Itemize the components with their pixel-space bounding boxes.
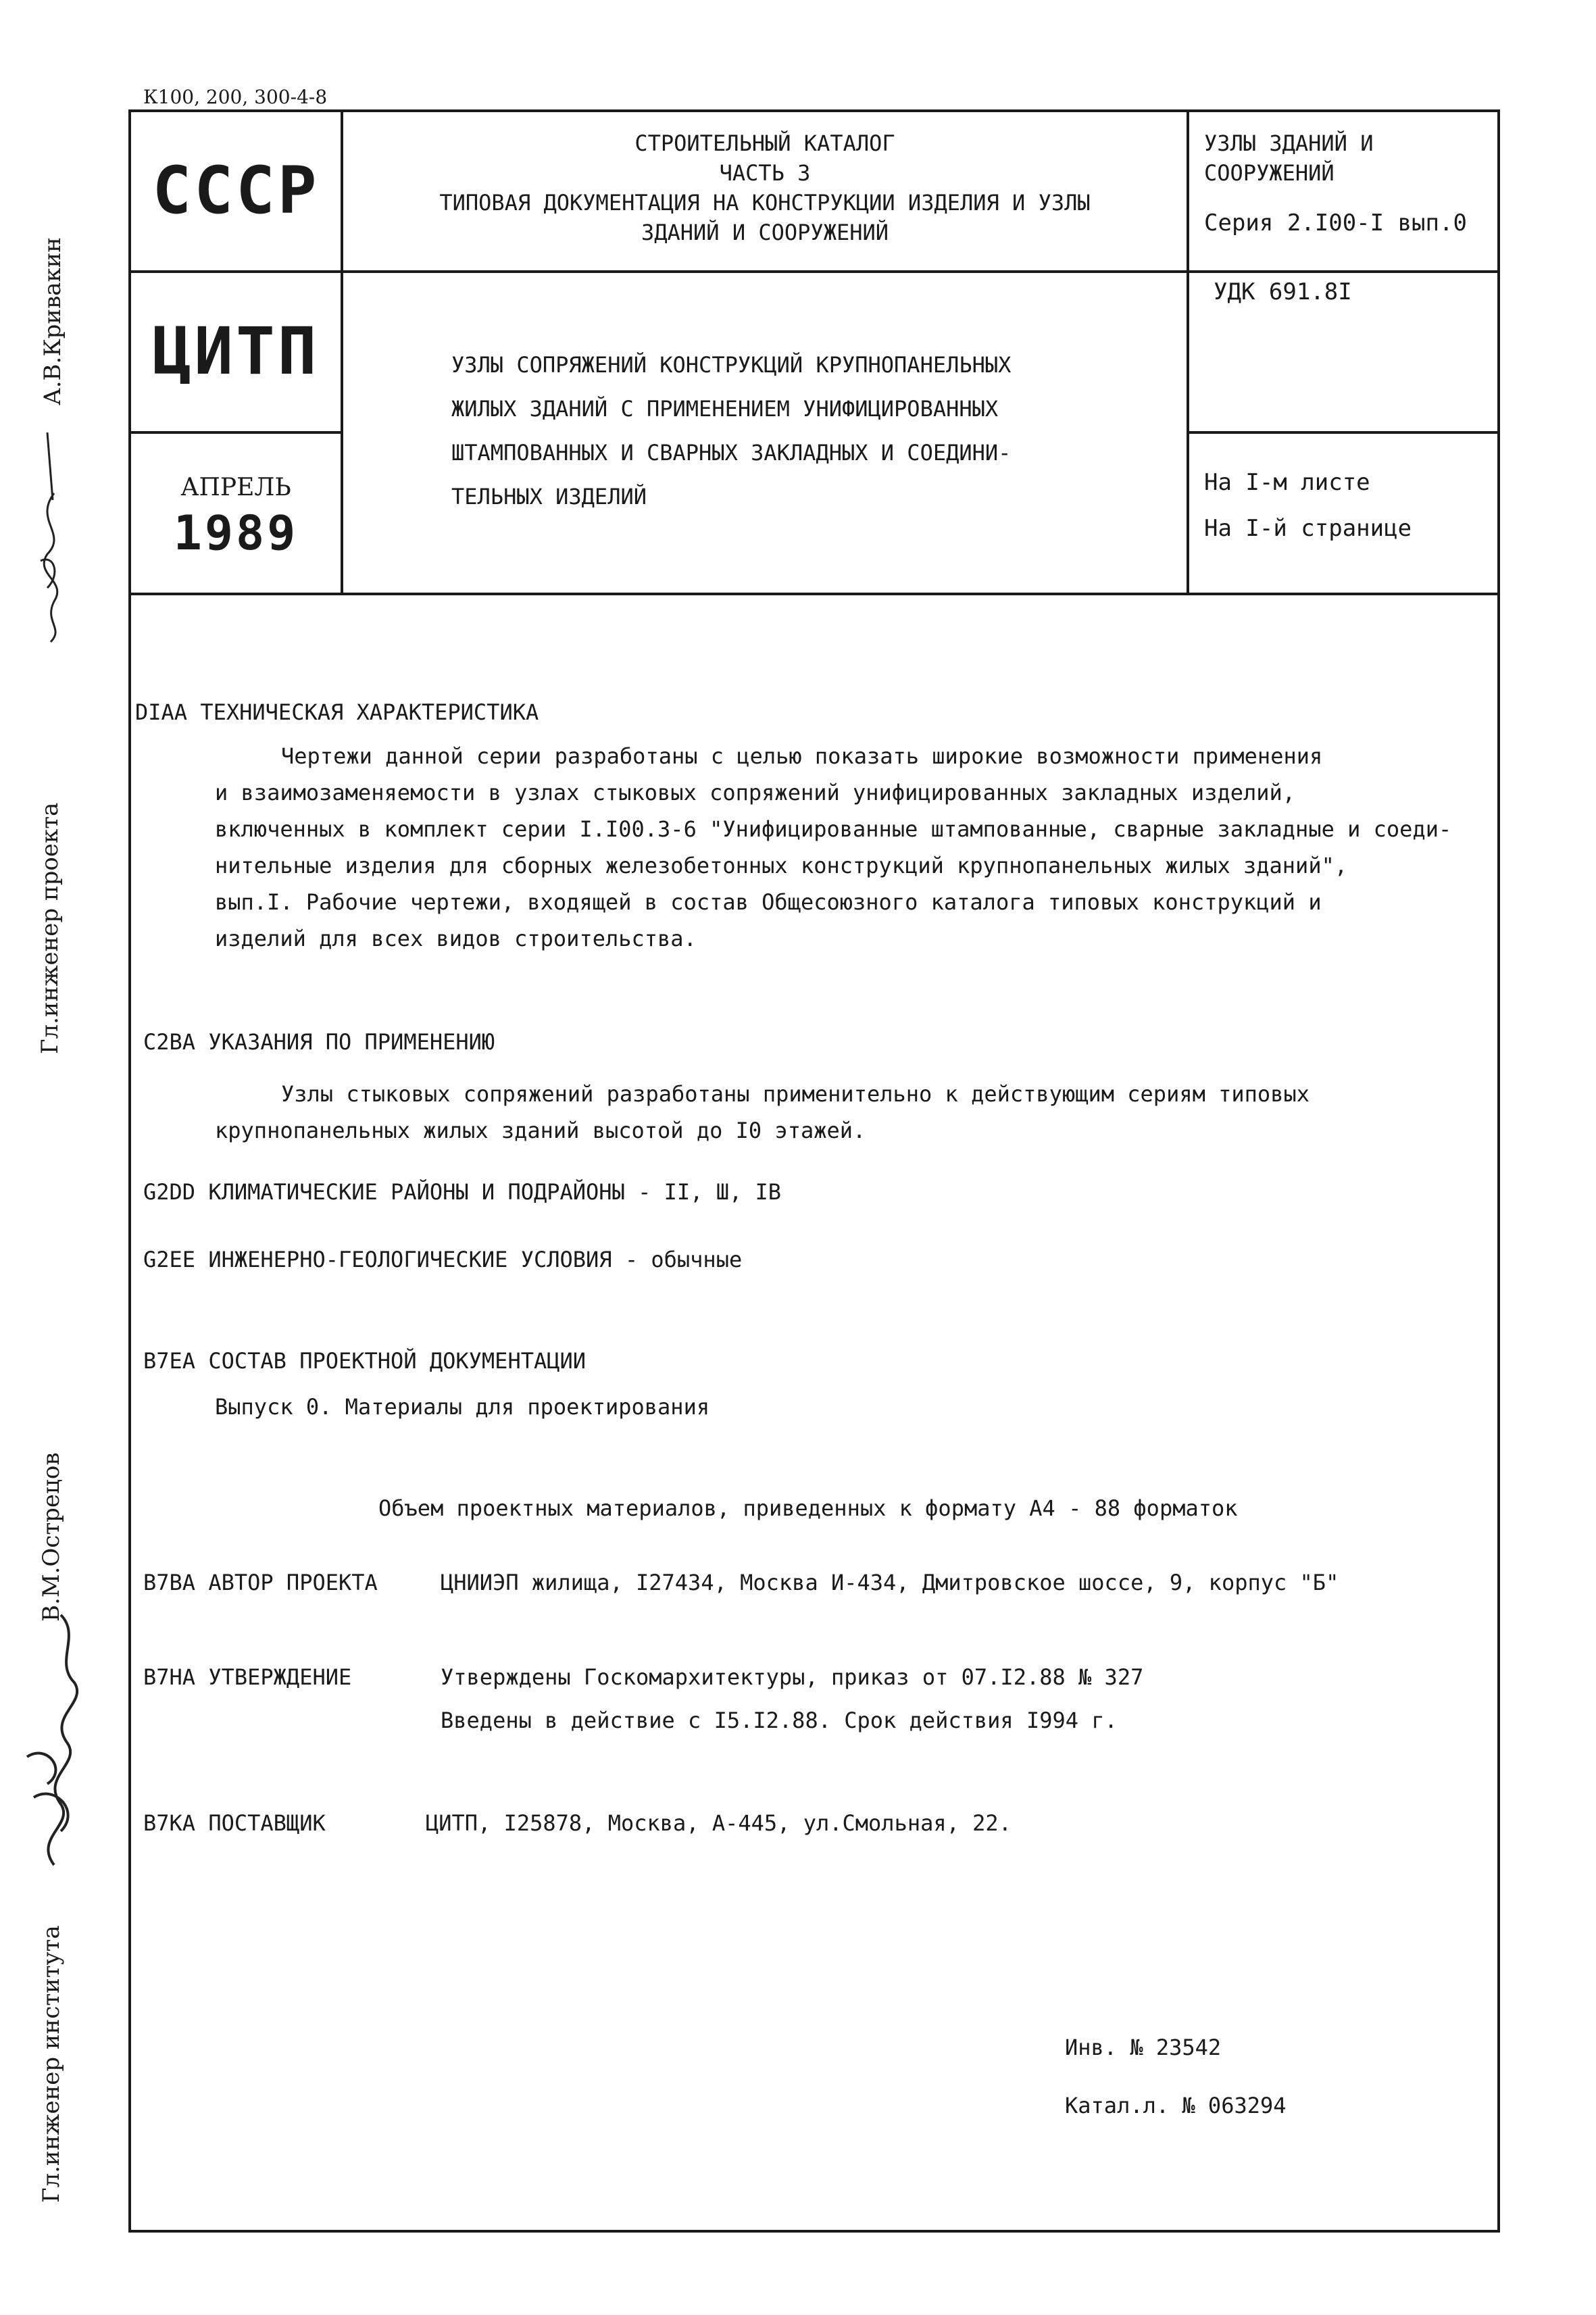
paragraph-line: нительные изделия для сборных железобетонных конструкций крупнопанельных жилых зданий", (215, 853, 1348, 878)
paragraph-line: изделий для всех видов строительства. (215, 926, 697, 951)
author-label: B7BA АВТОР ПРОЕКТА (143, 1570, 378, 1595)
tech-paragraph (215, 738, 1451, 957)
sheet-label: На I-м листе (1204, 469, 1370, 496)
paragraph-line: и взаимозаменяемости в узлах стыковых сопряжений унифицированных закладных изделий, (215, 780, 1296, 805)
paragraph-line: вып.I. Рабочие чертежи, входящей в состав Общесоюзного каталога типовых конструкций и (215, 889, 1322, 915)
document-code: К100, 200, 300-4-8 (143, 86, 328, 108)
frame-left (128, 109, 131, 2233)
series-label: Серия 2.I00-I вып.0 (1204, 209, 1467, 237)
page-label: На I-й странице (1204, 515, 1412, 542)
catalog-heading (343, 128, 1187, 247)
section-line: УЗЛЫ ЗДАНИЙ И (1204, 130, 1374, 156)
chief-institute-signature (20, 1608, 95, 1878)
country-label: СССР (152, 153, 320, 228)
paragraph-line: Узлы стыковых сопряжений разработаны применительно к действующим сериям типовых (281, 1081, 1310, 1107)
header-bottom-line (128, 593, 1500, 595)
title-line: ЖИЛЫХ ЗДАНИЙ С ПРИМЕНЕНИЕМ УНИФИЦИРОВАННЫХ (451, 396, 999, 422)
supplier-value: ЦИТП, I25878, Москва, А-445, ул.Смольная, 22. (426, 1810, 1012, 1836)
title-line: ШТАМПОВАННЫХ И СВАРНЫХ ЗАКЛАДНЫХ И СОЕДИНИ- (451, 440, 1012, 466)
approval-line-2: Введены в действие с I5.I2.88. Срок действия I994 г. (441, 1708, 1118, 1733)
section-line: СООРУЖЕНИЙ (1204, 160, 1335, 186)
frame-bottom (128, 2230, 1500, 2233)
docs-line: Выпуск 0. Материалы для проектирования (215, 1394, 710, 1420)
frame-right (1497, 109, 1500, 2233)
header-left-row2-line (128, 431, 343, 434)
chief-project-name: А.В.Кривакин (39, 237, 66, 405)
catalog-sheet-number: Катал.л. № 063294 (1065, 2093, 1287, 2118)
section-heading (1204, 128, 1373, 188)
climate-line: G2DD КЛИМАТИЧЕСКИЕ РАЙОНЫ И ПОДРАЙОНЫ - II, Ш, IВ (143, 1179, 782, 1205)
frame-top (128, 109, 1500, 112)
document-title (451, 343, 1011, 519)
approval-label: B7HA УТВЕРЖДЕНИЕ (143, 1664, 352, 1690)
catalog-line: ЧАСТЬ 3 (719, 160, 811, 186)
header-row1-line (128, 270, 1500, 273)
udk-label: УДК 691.8I (1214, 278, 1352, 305)
usage-heading: C2BA УКАЗАНИЯ ПО ПРИМЕНЕНИЮ (143, 1029, 495, 1055)
chief-project-signature (27, 419, 81, 649)
catalog-line: ТИПОВАЯ ДОКУМЕНТАЦИЯ НА КОНСТРУКЦИИ ИЗДЕЛИЯ И УЗЛЫ (439, 190, 1091, 216)
chief-institute-name: В.М.Острецов (38, 1452, 65, 1622)
paragraph-line: крупнопанельных жилых зданий высотой до I0 этажей. (215, 1118, 866, 1143)
chief-project-role: Гл.инженер проекта (36, 802, 64, 1054)
chief-institute-role: Гл.инженер института (38, 1925, 65, 2203)
year-label: 1989 (173, 505, 299, 561)
organization-label: ЦИТП (152, 314, 320, 389)
geology-line: G2EE ИНЖЕНЕРНО-ГЕОЛОГИЧЕСКИЕ УСЛОВИЯ - обычные (143, 1247, 743, 1272)
header-right-row2-line (1187, 431, 1500, 434)
volume-line: Объем проектных материалов, приведенных к формату А4 - 88 форматок (378, 1495, 1238, 1521)
approval-line-1: Утверждены Госкомархитектуры, приказ от 07.I2.88 № 327 (441, 1664, 1144, 1690)
tech-heading: DIAA ТЕХНИЧЕСКАЯ ХАРАКТЕРИСТИКА (135, 699, 539, 725)
paragraph-line: включенных в комплект серии I.I00.3-6 "Унифицированные штампованные, сварные закладные и соеди- (215, 816, 1452, 842)
docs-heading: B7EA СОСТАВ ПРОЕКТНОЙ ДОКУМЕНТАЦИИ (143, 1348, 587, 1374)
inventory-number: Инв. № 23542 (1065, 2035, 1222, 2060)
catalog-line: ЗДАНИЙ И СООРУЖЕНИЙ (641, 220, 889, 245)
catalog-line: СТРОИТЕЛЬНЫЙ КАТАЛОГ (634, 130, 895, 156)
paragraph-line: Чертежи данной серии разработаны с целью показать широкие возможности применения (281, 743, 1323, 769)
month-label: АПРЕЛЬ (180, 474, 291, 501)
header-col2-line (1187, 109, 1189, 595)
author-value: ЦНИИЭП жилища, I27434, Москва И-434, Дмитровское шоссе, 9, корпус "Б" (441, 1570, 1339, 1595)
usage-paragraph (215, 1076, 1310, 1149)
title-line: УЗЛЫ СОПРЯЖЕНИЙ КОНСТРУКЦИЙ КРУПНОПАНЕЛЬНЫХ (451, 352, 1012, 378)
title-line: ТЕЛЬНЫХ ИЗДЕЛИЙ (451, 484, 647, 509)
supplier-label: B7KA ПОСТАВЩИК (143, 1810, 326, 1836)
